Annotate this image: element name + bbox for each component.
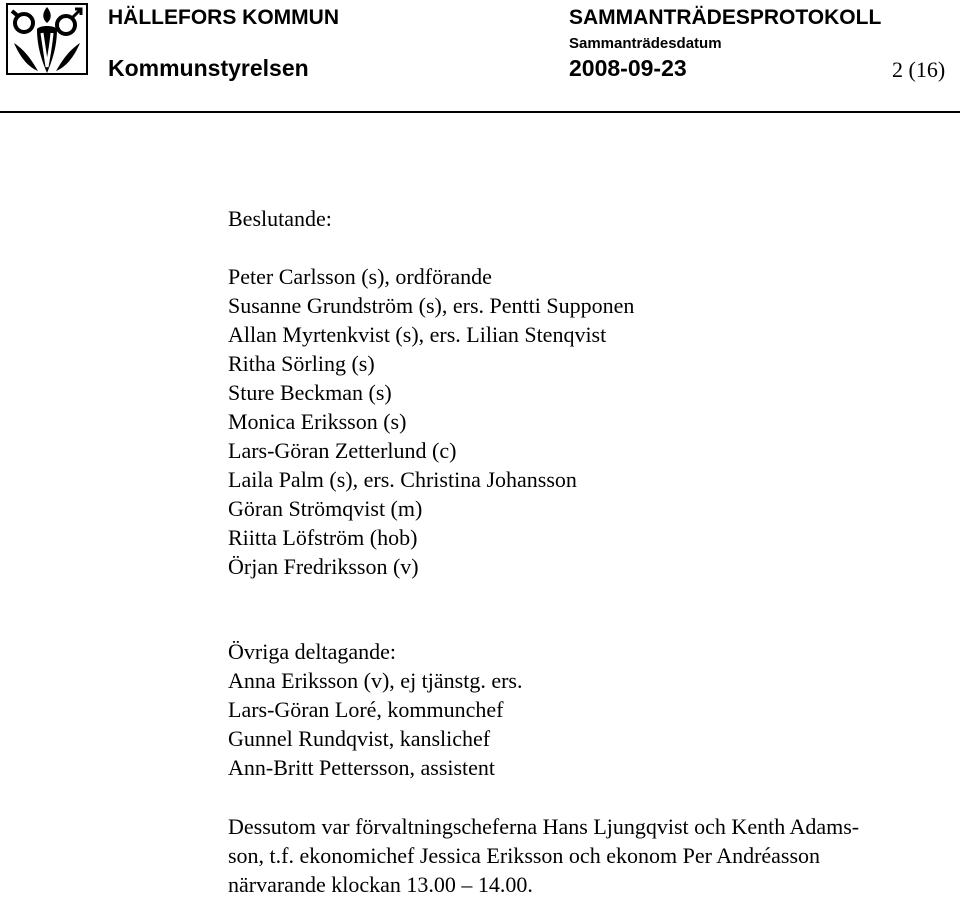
list-item: Peter Carlsson (s), ordförande [228,264,492,289]
list-item: Susanne Grundström (s), ers. Pentti Supponen [228,293,635,318]
meeting-date-label: Sammanträdesdatum [569,35,722,52]
list-item: Anna Eriksson (v), ej tjänstg. ers. [228,668,523,693]
page-number: 2 (16) [892,57,946,82]
list-item: Riitta Löfström (hob) [228,525,418,550]
list-item: Örjan Fredriksson (v) [228,554,419,579]
note-line: son, t.f. ekonomichef Jessica Eriksson och ekonom Per Andréasson [228,843,821,868]
note-line: Dessutom var förvaltningscheferna Hans Ljungqvist och Kenth Adams- [228,814,860,839]
decision-makers-heading: Beslutande: [228,206,332,231]
other-participants-heading: Övriga deltagande: [228,639,396,664]
municipality-name: HÄLLEFORS KOMMUN [108,6,339,29]
list-item: Ann-Britt Pettersson, assistent [228,755,496,780]
board-name: Kommunstyrelsen [108,55,309,81]
list-item: Göran Strömqvist (m) [228,496,423,521]
meeting-date: 2008-09-23 [569,55,687,81]
header-divider [0,111,960,113]
decision-makers-section [228,204,958,233]
list-item: Ritha Sörling (s) [228,351,375,376]
list-item: Gunnel Rundqvist, kanslichef [228,726,491,751]
note-line: närvarande klockan 13.00 – 14.00. [228,872,533,897]
list-item: Lars-Göran Loré, kommunchef [228,697,504,722]
decision-makers-list [228,262,958,581]
attendance-note [228,812,958,899]
other-participants-section [228,637,958,782]
document-type: SAMMANTRÄDESPROTOKOLL [569,6,882,29]
list-item: Sture Beckman (s) [228,380,392,405]
list-item: Monica Eriksson (s) [228,409,407,434]
list-item: Laila Palm (s), ers. Christina Johansson [228,467,577,492]
list-item: Lars-Göran Zetterlund (c) [228,438,457,463]
municipality-coat-of-arms-logo [6,3,88,75]
list-item: Allan Myrtenkvist (s), ers. Lilian Stenqvist [228,322,607,347]
